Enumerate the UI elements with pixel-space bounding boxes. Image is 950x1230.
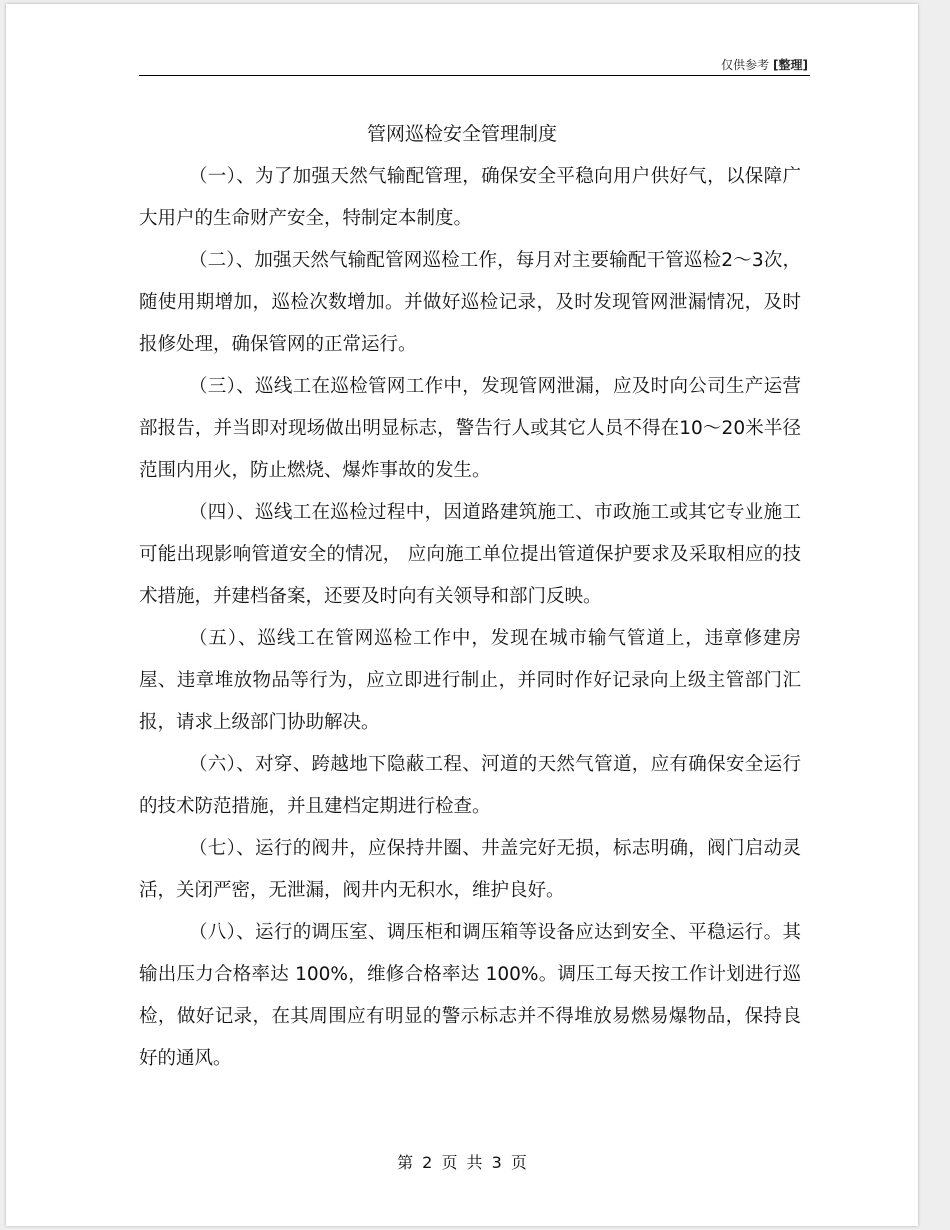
document-title: 管网巡检安全管理制度 [366, 123, 557, 145]
header-divider [139, 75, 810, 76]
paragraph-3: （三）、巡线工在巡检管网工作中，发现管网泄漏，应及时向公司生产运营部报告，并当即对现场做出明显标志，警告行人或其它人员不得在10～20米半径范围内用火，防止燃烧、爆炸事故的发生。 [139, 376, 801, 481]
document-page [6, 4, 918, 1226]
paragraph-4: （四）、巡线工在巡检过程中，因道路建筑施工、市政施工或其它专业施工可能出现影响管道安全的情况， 应向施工单位提出管道保护要求及采取相应的技术措施，并建档备案，还要及时向有关领导和部门反映。 [139, 502, 801, 607]
paragraph-1: （一）、为了加强天然气输配管理，确保安全平稳向用户供好气，以保障广大用户的生命财产安全，特制定本制度。 [139, 166, 801, 229]
paragraph-7: （七）、运行的阀井，应保持井圈、井盖完好无损，标志明确，阀门启动灵活，关闭严密，无泄漏，阀井内无积水，维护良好。 [139, 838, 801, 901]
header-label: 仅供参考 [721, 58, 770, 72]
paragraph-5: （五）、巡线工在管网巡检工作中，发现在城市输气管道上，违章修建房屋、违章堆放物品等行为，应立即进行制止，并同时作好记录向上级主管部门汇报，请求上级部门协助解决。 [139, 628, 801, 733]
paragraph-8: （八）、运行的调压室、调压柜和调压箱等设备应达到安全、平稳运行。其输出压力合格率达 100%，维修合格率达 100%。调压工每天按工作计划进行巡检，做好记录，在其周围应有明显的警示标志并不得堆放易燃易爆物品，保持良好的通风。 [139, 922, 801, 1069]
page-header [721, 56, 808, 73]
paragraph-6: （六）、对穿、跨越地下隐蔽工程、河道的天然气管道，应有确保安全运行的技术防范措施，并且建档定期进行检查。 [139, 754, 801, 817]
header-tag: [整理] [773, 58, 808, 72]
document-body [139, 156, 801, 1080]
paragraph-2: （二）、加强天然气输配管网巡检工作，每月对主要输配干管巡检2～3次，随使用期增加，巡检次数增加。并做好巡检记录，及时发现管网泄漏情况，及时报修处理，确保管网的正常运行。 [139, 250, 801, 355]
page-number-footer: 第 2 页 共 3 页 [397, 1153, 527, 1172]
